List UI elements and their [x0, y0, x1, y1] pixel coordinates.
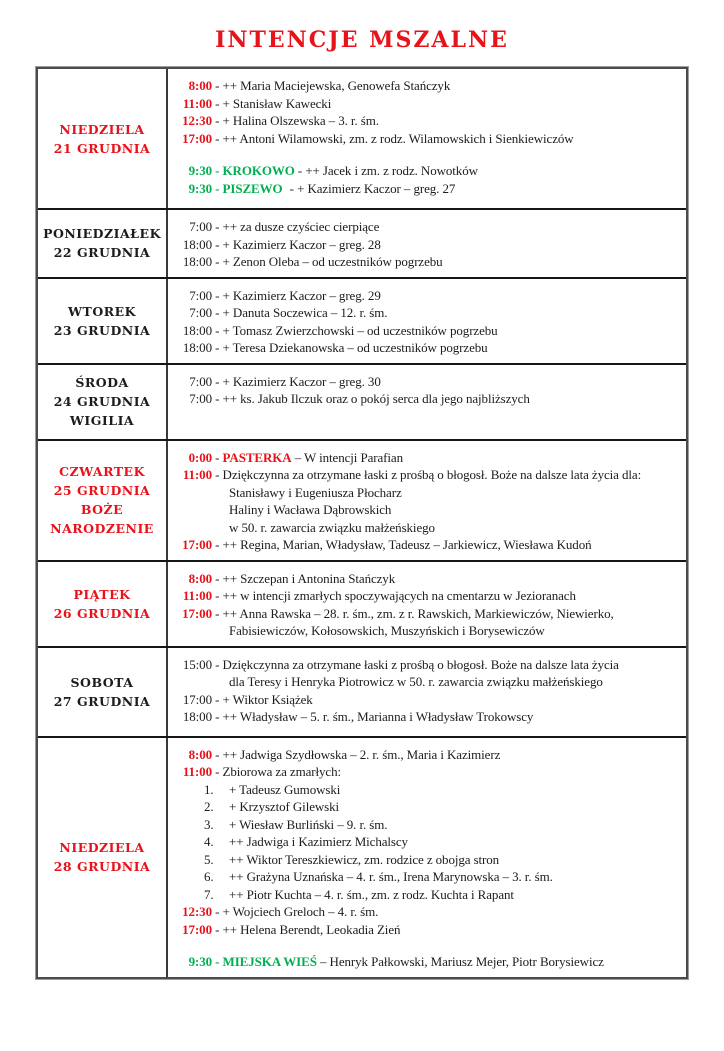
mass-entry	[172, 605, 682, 623]
mass-time: 9:30	[188, 163, 212, 178]
list-item	[172, 851, 682, 869]
list-number: 6.	[204, 869, 214, 884]
mass-text: + Danuta Soczewica – 12. r. śm.	[222, 305, 388, 320]
separator: -	[212, 537, 223, 552]
mass-text: W intencji Parafian	[304, 449, 403, 465]
table-row	[38, 69, 686, 208]
mass-time: 9:30	[188, 180, 212, 196]
separator: -	[212, 373, 223, 389]
mass-entry	[172, 536, 682, 554]
mass-time: 17:00	[182, 605, 212, 621]
table-row	[38, 363, 686, 439]
mass-intentions-table	[36, 67, 688, 979]
mass-entry	[172, 587, 682, 605]
mass-entry	[172, 691, 682, 709]
day-name: WTOREK	[67, 303, 136, 319]
mass-text: ++ Jadwiga i Kazimierz Michalscy	[229, 834, 408, 849]
mass-text: ++ Maria Maciejewska, Genowefa Stańczyk	[222, 78, 451, 93]
mass-time: 7:00	[189, 287, 212, 303]
day-date: WIGILIA	[69, 413, 135, 428]
entries-cell	[168, 441, 686, 560]
separator: -	[212, 254, 223, 269]
separator: -	[212, 340, 223, 355]
separator: -	[294, 163, 306, 178]
day-cell	[38, 69, 168, 208]
list-item	[172, 833, 682, 851]
mass-text: Henryk Pałkowski, Mariusz Mejer, Piotr Borysiewicz	[329, 954, 604, 969]
separator: -	[212, 764, 223, 779]
list-number: 1.	[204, 781, 214, 797]
separator: -	[212, 287, 223, 303]
list-number: 2.	[204, 799, 214, 814]
mass-text: ++ Władysław – 5. r. śm., Marianna i Władysław Trokowscy	[222, 709, 534, 724]
list-number: 5.	[204, 851, 214, 867]
mass-entry	[172, 180, 682, 198]
list-item	[172, 781, 682, 799]
day-name: SOBOTA	[70, 674, 134, 690]
mass-entry	[172, 570, 682, 588]
mass-entry	[172, 339, 682, 357]
mass-text: ++ Jadwiga Szydłowska – 2. r. śm., Maria i Kazimierz	[222, 746, 501, 762]
mass-text: ++ Piotr Kuchta – 4. r. śm., zm. z rodz. Kuchta i Rapant	[229, 886, 514, 902]
continuation-line: dla Teresy i Henryka Piotrowicz w 50. r. zawarcia związku małżeńskiego	[229, 674, 603, 689]
day-cell	[38, 648, 168, 736]
day-name: NIEDZIELA	[59, 840, 145, 855]
list-item	[172, 798, 682, 816]
mass-text: ++ Szczepan i Antonina Stańczyk	[222, 570, 396, 586]
separator: -	[212, 588, 223, 603]
mass-time: 7:00	[189, 391, 212, 406]
mass-time: 18:00	[182, 254, 212, 269]
separator: -	[212, 709, 223, 724]
mass-location: MIEJSKA WIEŚ	[222, 954, 317, 969]
day-cell	[38, 279, 168, 363]
mass-time: 8:00	[188, 746, 212, 762]
mass-time: 17:00	[182, 691, 212, 707]
separator: -	[212, 236, 223, 252]
day-cell	[38, 365, 168, 439]
entries-cell	[168, 279, 686, 363]
separator: -	[212, 78, 223, 93]
day-date: 23 GRUDNIA	[53, 322, 151, 338]
mass-text: + Wojciech Greloch – 4. r. śm.	[222, 904, 379, 919]
day-date: 28 GRUDNIA	[53, 859, 151, 874]
continuation-line: Stanisławy i Eugeniusza Płocharz	[229, 484, 402, 500]
mass-text: Dziękczynna za otrzymane łaski z prośbą o błogosł. Boże na dalsze lata życia dla:	[222, 467, 642, 482]
mass-entry	[172, 746, 682, 764]
mass-entry	[172, 112, 682, 130]
mass-text: + Zenon Oleba – od uczestników pogrzebu	[222, 254, 443, 269]
mass-entry	[172, 322, 682, 340]
separator: -	[212, 180, 223, 196]
mass-time: 9:30	[188, 954, 212, 969]
day-cell	[38, 562, 168, 646]
bulletin-page	[0, 27, 724, 1051]
entries-cell	[168, 69, 686, 208]
mass-entry	[172, 95, 682, 113]
table-row	[38, 277, 686, 363]
separator: -	[212, 449, 223, 465]
entries-cell	[168, 210, 686, 277]
mass-text: ++ Antoni Wilamowski, zm. z rodz. Wilamowskich i Sienkiewiczów	[222, 130, 574, 146]
day-date: NARODZENIE	[50, 521, 154, 536]
mass-text: + Kazimierz Kaczor – greg. 30	[222, 373, 381, 389]
mass-text: + Tomasz Zwierzchowski – od uczestników pogrzebu	[222, 322, 498, 338]
table-row	[38, 646, 686, 736]
mass-entry	[172, 218, 682, 236]
mass-text: + Kazimierz Kaczor – greg. 29	[222, 287, 381, 303]
mass-location: PISZEWO	[222, 180, 283, 196]
entry-spacer	[172, 938, 682, 953]
mass-text: ++ w intencji zmarłych spoczywających na cmentarzu w Jezioranach	[222, 588, 576, 603]
day-name: ŚRODA	[75, 375, 129, 390]
mass-text: Dziękczynna za otrzymane łaski z prośbą o błogosł. Boże na dalsze lata życia	[222, 656, 619, 672]
separator: -	[286, 180, 298, 196]
table-row	[38, 736, 686, 977]
day-cell	[38, 738, 168, 977]
separator: -	[212, 219, 223, 234]
separator: -	[212, 113, 223, 128]
separator: -	[212, 746, 223, 762]
separator: -	[212, 322, 223, 338]
day-date: 26 GRUDNIA	[53, 605, 151, 621]
separator: -	[212, 130, 223, 146]
separator: -	[212, 921, 223, 937]
mass-entry	[172, 656, 682, 674]
mass-entry	[172, 708, 682, 726]
mass-text: ++ Jacek i zm. z rodz. Nowotków	[305, 163, 478, 178]
mass-entry	[172, 77, 682, 95]
continuation-line: Haliny i Wacława Dąbrowskich	[229, 502, 392, 517]
entry-spacer	[172, 147, 682, 162]
day-name: NIEDZIELA	[59, 121, 145, 137]
entries-cell	[168, 365, 686, 439]
day-date: BOŻE	[80, 502, 124, 517]
entries-cell	[168, 738, 686, 977]
separator: -	[212, 570, 223, 586]
mass-time: 18:00	[182, 709, 212, 724]
list-item	[172, 816, 682, 834]
continuation-line: w 50. r. zawarcia związku małżeńskiego	[229, 519, 435, 535]
mass-time: 7:00	[189, 373, 212, 389]
list-number: 3.	[204, 816, 214, 832]
list-item	[172, 868, 682, 886]
separator: -	[212, 305, 223, 320]
mass-time: 18:00	[182, 236, 212, 252]
day-date: 27 GRUDNIA	[53, 693, 151, 709]
list-number: 7.	[204, 886, 214, 902]
mass-entry	[172, 287, 682, 305]
mass-entry	[172, 921, 682, 939]
mass-time: 8:00	[188, 570, 212, 586]
mass-time: 7:00	[189, 219, 212, 234]
mass-text: + Kazimierz Kaczor – greg. 28	[222, 236, 381, 252]
mass-entry	[172, 449, 682, 467]
mass-text: + Wiktor Książek	[222, 691, 313, 707]
list-item	[172, 886, 682, 904]
entries-cell	[168, 562, 686, 646]
mass-text: ++ Helena Berendt, Leokadia Zień	[222, 921, 401, 937]
mass-text: ++ Grażyna Uznańska – 4. r. śm., Irena Marynowska – 3. r. śm.	[229, 869, 553, 884]
day-cell	[38, 210, 168, 277]
mass-time: 12:30	[182, 904, 212, 919]
day-name: PONIEDZIAŁEK	[43, 226, 161, 242]
table-row	[38, 560, 686, 646]
mass-time: 0:00	[188, 449, 212, 465]
mass-entry	[172, 466, 682, 484]
mass-entry	[172, 304, 682, 322]
table-row	[38, 208, 686, 277]
mass-time: 15:00	[182, 656, 212, 672]
day-date: 24 GRUDNIA	[53, 394, 151, 409]
mass-entry	[172, 236, 682, 254]
separator: -	[212, 467, 223, 482]
mass-time: 7:00	[189, 305, 212, 320]
separator: -	[212, 95, 223, 111]
day-name: CZWARTEK	[59, 464, 145, 479]
mass-entry	[172, 763, 682, 781]
separator: –	[316, 954, 330, 969]
separator: -	[212, 605, 223, 621]
separator: -	[212, 904, 223, 919]
mass-entry	[172, 162, 682, 180]
mass-time: 11:00	[182, 588, 212, 603]
mass-entry	[172, 373, 682, 391]
mass-time: 11:00	[182, 764, 212, 779]
mass-text: ++ Wiktor Tereszkiewicz, zm. rodzice z obojga stron	[229, 851, 500, 867]
separator: -	[212, 391, 223, 406]
list-number: 4.	[204, 834, 214, 849]
mass-text: ++ za dusze czyściec cierpiące	[222, 219, 380, 234]
table-row	[38, 439, 686, 560]
mass-time: 17:00	[182, 130, 212, 146]
mass-time: 18:00	[182, 322, 212, 338]
mass-text: + Stanisław Kawecki	[222, 95, 332, 111]
day-name: PIĄTEK	[73, 586, 131, 602]
mass-time: 17:00	[182, 921, 212, 937]
mass-location: KROKOWO	[222, 163, 295, 178]
mass-entry	[172, 390, 682, 408]
mass-text: ++ ks. Jakub Ilczuk oraz o pokój serca dla jego najbliższych	[222, 391, 530, 406]
mass-text: + Tadeusz Gumowski	[229, 781, 341, 797]
page-title: INTENCJE MSZALNE	[215, 27, 509, 53]
separator: -	[212, 163, 223, 178]
day-cell	[38, 441, 168, 560]
mass-text: + Krzysztof Gilewski	[229, 799, 340, 814]
mass-text: + Wiesław Burliński – 9. r. śm.	[229, 816, 388, 832]
mass-time: 8:00	[188, 78, 212, 93]
mass-time: 11:00	[182, 95, 212, 111]
mass-entry	[172, 953, 682, 971]
mass-text: ++ Anna Rawska – 28. r. śm., zm. z r. Rawskich, Markiewiczów, Niewierko,	[222, 605, 614, 621]
mass-text: + Kazimierz Kaczor – greg. 27	[297, 180, 456, 196]
mass-time: 17:00	[182, 537, 212, 552]
separator: -	[212, 954, 223, 969]
separator: –	[291, 449, 305, 465]
mass-location: PASTERKA	[222, 449, 292, 465]
continuation-line: Fabisiewiczów, Kołosowskich, Muszyńskich i Borysewiczów	[229, 623, 545, 638]
mass-text: + Halina Olszewska – 3. r. śm.	[222, 113, 379, 128]
day-date: 25 GRUDNIA	[53, 483, 151, 498]
mass-time: 12:30	[182, 113, 212, 128]
mass-text: ++ Regina, Marian, Władysław, Tadeusz – Jarkiewicz, Wiesława Kudoń	[222, 537, 592, 552]
mass-text: Zbiorowa za zmarłych:	[222, 764, 341, 779]
mass-time: 18:00	[182, 340, 212, 355]
day-date: 21 GRUDNIA	[53, 140, 151, 156]
entries-cell	[168, 648, 686, 736]
separator: -	[212, 656, 223, 672]
day-date: 22 GRUDNIA	[53, 245, 151, 261]
mass-entry	[172, 903, 682, 921]
mass-entry	[172, 130, 682, 148]
mass-text: + Teresa Dziekanowska – od uczestników pogrzebu	[222, 340, 488, 355]
separator: -	[212, 691, 223, 707]
mass-entry	[172, 253, 682, 271]
mass-time: 11:00	[182, 467, 212, 482]
